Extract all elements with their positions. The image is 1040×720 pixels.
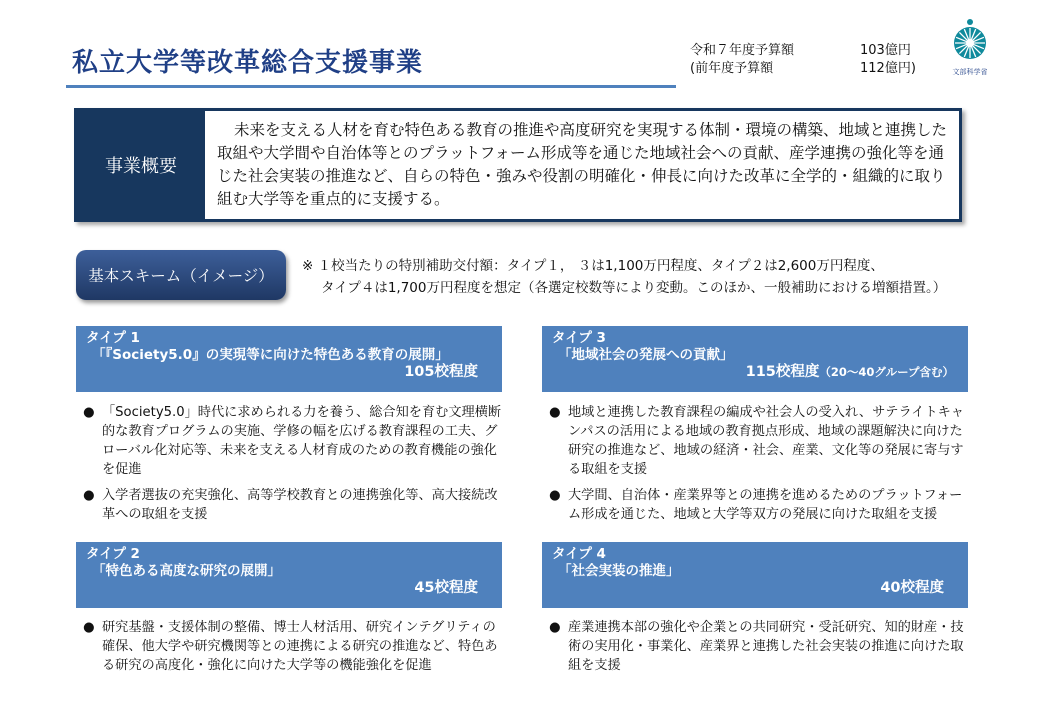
bullet-icon: ●	[83, 405, 95, 420]
type2-title: 「特色ある高度な研究の展開」	[92, 563, 281, 579]
budget-current-amount: 103億円	[860, 43, 911, 58]
type1-bullet-1: 「Society5.0」時代に求められる力を養う、総合知を育む文理横断的な教育プログラムの実施、学修の幅を広げる教育課程の工夫、グローバル化対応等、未来を支える人材育成のための教育機能の強化を促進	[102, 405, 502, 477]
type2-bullet-1: 研究基盤・支援体制の整備、博士人材活用、研究インテグリティの確保、他大学や研究機関等との連携による研究の推進など、特色ある研究の高度化・強化に向けた大学等の機能強化を促進	[102, 620, 498, 673]
list-item	[80, 486, 506, 524]
budget-current-row	[690, 42, 930, 60]
list-item	[80, 403, 506, 479]
title-underline	[66, 85, 676, 88]
logo-caption: 文部科学省	[952, 68, 988, 76]
type4-bullet-1: 産業連携本部の強化や企業との共同研究・受託研究、知的財産・技術の実用化・事業化、産業界と連携した社会実装の推進に向けた取組を支援	[568, 620, 964, 673]
overview-text: 未来を支える人材を育む特色ある教育の推進や高度研究を実現する体制・環境の構築、地域と連携した取組や大学間や自治体等とのプラットフォーム形成等を通じた地域社会への貢献、産学連携の強化等を通じた社会実装の推進など、自らの特色・強みや役割の明確化・伸長に向けた改革に全学的・組織的に取り組む大学等を重点的に支援する。	[217, 121, 948, 208]
type1-count: 105校程度	[404, 364, 478, 380]
page-title: 私立大学等改革総合支援事業	[72, 48, 424, 78]
type2-bullets	[80, 618, 506, 682]
type1-name: タイプ 1	[86, 330, 140, 346]
scheme-note-line1: ※ １校当たりの特別補助交付額：タイプ１， ３は1,100万円程度、タイプ２は2,600万円程度、	[302, 258, 884, 274]
mext-emblem-icon	[950, 18, 990, 62]
type1-header	[76, 326, 502, 392]
type3-header	[542, 326, 968, 392]
type3-name: タイプ 3	[552, 330, 606, 346]
list-item	[546, 403, 972, 479]
overview-box	[74, 108, 962, 222]
bullet-icon: ●	[549, 620, 561, 635]
type3-bullet-1: 地域と連携した教育課程の編成や社会人の受入れ、サテライトキャンパスの活用による地域の教育拠点形成、地域の課題解決に向けた研究の推進など、地域の経済・社会、産業、文化等の発展に寄与する取組を支援	[568, 405, 965, 477]
budget-previous-row	[690, 60, 930, 78]
budget-previous-amount: 112億円)	[860, 61, 916, 76]
type3-count-note: （20～40グループ含む）	[819, 365, 954, 379]
bullet-icon: ●	[83, 488, 95, 503]
type4-bullets	[546, 618, 972, 682]
type3-count-line	[552, 364, 958, 381]
type4-title: 「社会実装の推進」	[558, 563, 680, 579]
budget-current-label: 令和７年度予算額	[690, 43, 795, 58]
type3-count: 115校程度	[745, 364, 820, 380]
scheme-note-line2: タイプ４は1,700万円程度を想定（各選定校数等により変動。このほか、一般補助における増額措置。）	[321, 280, 947, 296]
type1-bullets	[80, 403, 506, 531]
type3-bullet-2: 大学間、自治体・産業界等との連携を進めるためのプラットフォーム形成を通じた、地域と大学等双方の発展に向けた取組を支援	[568, 488, 963, 522]
budget-block	[690, 42, 930, 78]
bullet-icon: ●	[549, 405, 561, 420]
type4-count: 40校程度	[880, 580, 944, 596]
bullet-icon: ●	[549, 488, 561, 503]
list-item	[80, 618, 506, 675]
type3-title: 「地域社会の発展への貢献」	[558, 347, 734, 363]
type2-name: タイプ 2	[86, 546, 140, 562]
scheme-note	[302, 255, 946, 299]
type1-bullet-2: 入学者選抜の充実強化、高等学校教育との連携強化等、高大接続改革への取組を支援	[102, 488, 498, 522]
bullet-icon: ●	[83, 620, 95, 635]
type4-name: タイプ 4	[552, 546, 606, 562]
mext-logo	[950, 18, 990, 77]
list-item	[546, 486, 972, 524]
type3-bullets	[546, 403, 972, 531]
type2-count: 45校程度	[414, 580, 478, 596]
budget-previous-label: (前年度予算額	[690, 61, 774, 76]
type4-header	[542, 542, 968, 608]
type2-header	[76, 542, 502, 608]
type1-title: 「『Society5.0』の実現等に向けた特色ある教育の展開」	[92, 347, 449, 363]
overview-label: 事業概要	[77, 111, 205, 219]
basic-scheme-button[interactable]: 基本スキーム（イメージ）	[76, 250, 286, 300]
list-item	[546, 618, 972, 675]
